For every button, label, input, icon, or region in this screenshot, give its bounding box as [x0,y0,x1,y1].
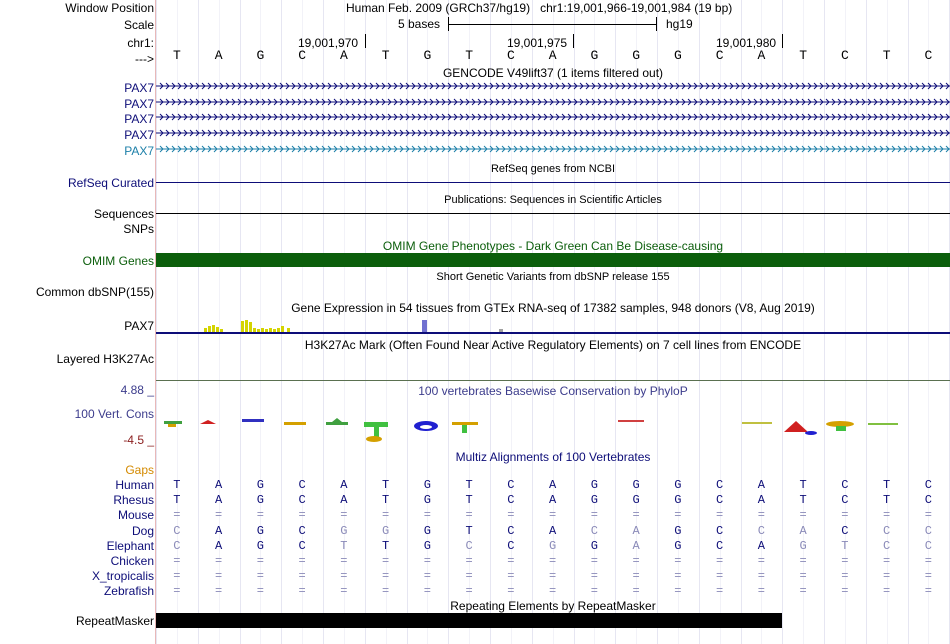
alignment-base: T [799,478,807,492]
publications-line [156,213,950,214]
alignment-base: = [716,569,724,584]
alignment-base: = [382,584,390,599]
reference-base: C [715,48,724,63]
alignment-base: = [256,569,264,584]
gtex-label[interactable]: PAX7 [124,319,154,333]
reference-base: A [757,48,766,63]
alignment-base: G [590,538,598,553]
alignment-base: A [340,478,348,492]
alignment-base: C [298,538,306,553]
dbsnp-title[interactable]: Short Genetic Variants from dbSNP release 155 [436,271,670,283]
gencode-item-label[interactable]: PAX7 [124,128,154,142]
alignment-base: = [256,554,264,568]
alignment-base: = [590,508,598,523]
alignment-base: C [465,538,473,553]
alignment-base: = [298,508,306,523]
tick-label: 19,001,970 [298,36,359,50]
alignment-base: = [507,508,515,523]
repeatmasker-label[interactable]: RepeatMasker [75,614,154,628]
species-label[interactable]: Mouse [117,508,154,523]
alignment-base: G [549,538,557,553]
gencode-title[interactable]: GENCODE V49lift37 (1 items filtered out) [442,66,664,80]
alignment-base: C [716,538,724,553]
alignment-base: C [716,478,724,492]
refseq-label[interactable]: RefSeq Curated [67,176,154,190]
alignment-base: = [674,508,682,523]
alignment-base: C [507,523,515,538]
alignment-base: = [549,554,557,568]
reference-base: T [799,48,808,63]
alignment-base: C [883,523,891,538]
alignment-base: = [674,569,682,584]
reference-base: C [506,48,515,63]
alignment-base: C [924,538,932,553]
alignment-base: A [215,523,223,538]
alignment-base: = [173,508,181,523]
refseq-line [156,182,950,183]
alignment-base: = [549,508,557,523]
alignment-base: A [215,493,223,508]
alignment-base: T [173,478,181,492]
alignment-base: T [382,478,390,492]
alignment-base: = [924,554,932,568]
alignment-base: = [423,554,431,568]
reference-base: A [339,48,348,63]
alignment-base: C [924,493,932,508]
alignment-base: G [256,493,264,508]
alignment-base: = [549,569,557,584]
alignment-base: = [924,508,932,523]
omim-bar[interactable] [156,253,950,267]
alignment-base: = [215,569,223,584]
repeatmasker-bar[interactable] [156,613,782,628]
alignment-base: G [799,538,807,553]
alignment-base: A [757,493,765,508]
alignment-base: = [716,554,724,568]
alignment-base: = [757,584,765,599]
alignment-base: = [799,508,807,523]
species-label[interactable]: Elephant [106,538,154,553]
alignment-base: = [716,508,724,523]
alignment-base: G [256,523,264,538]
alignment-base: = [423,584,431,599]
reference-base: G [590,48,599,63]
alignment-base: T [465,493,473,508]
alignment-base: C [924,478,932,492]
gencode-item-label[interactable]: PAX7 [124,144,154,158]
species-label[interactable]: Rhesus [113,493,154,508]
alignment-base: C [590,523,598,538]
alignment-base: T [883,493,891,508]
alignment-base: = [632,508,640,523]
window-position-label: Window Position [65,1,154,15]
alignment-base: G [340,523,348,538]
alignment-base: A [549,478,557,492]
alignment-base: C [173,523,181,538]
multiz-title[interactable]: Multiz Alignments of 100 Vertebrates [455,450,651,464]
reference-base: C [924,48,933,63]
alignment-base: A [215,478,223,492]
alignment-base: C [507,493,515,508]
alignment-base: A [799,523,807,538]
alignment-base: T [465,523,473,538]
alignment-base: A [549,493,557,508]
alignment-base: G [674,493,682,508]
gencode-item-label[interactable]: PAX7 [124,97,154,111]
alignment-base: = [632,584,640,599]
alignment-base: = [716,584,724,599]
alignment-base: G [256,478,264,492]
reference-base: G [423,48,432,63]
alignment-base: C [173,538,181,553]
alignment-base: = [674,584,682,599]
dbsnp-label[interactable]: Common dbSNP(155) [35,285,154,299]
alignment-base: = [340,569,348,584]
alignment-base: C [716,493,724,508]
scale-text: 5 bases [398,17,441,31]
snps-label[interactable]: SNPs [123,222,154,236]
alignment-base: G [423,523,431,538]
h3k27ac-line [156,380,950,381]
alignment-base: T [340,538,348,553]
reference-base: G [673,48,682,63]
gaps-label[interactable]: Gaps [125,463,154,477]
reference-base: T [172,48,181,63]
alignment-base: = [757,569,765,584]
alignment-base: G [590,493,598,508]
phylop-min: -4.5 _ [123,433,154,447]
alignment-base: = [799,569,807,584]
species-label[interactable]: Chicken [110,554,154,568]
phylop-title[interactable]: 100 vertebrates Basewise Conservation by PhyloP [418,384,688,398]
h3k27ac-title[interactable]: H3K27Ac Mark (Often Found Near Active Regulatory Elements) on 7 cell lines from ENCODE [304,338,802,352]
alignment-base: A [340,493,348,508]
alignment-base: = [423,508,431,523]
alignment-base: = [507,584,515,599]
alignment-base: = [799,554,807,568]
species-label[interactable]: Dog [131,523,154,538]
alignment-base: G [423,478,431,492]
alignment-base: C [298,523,306,538]
alignment-base: = [590,569,598,584]
scale-bar [448,24,656,25]
phylop-logo[interactable] [156,412,950,444]
alignment-base: = [841,554,849,568]
assembly-title: Human Feb. 2009 (GRCh37/hg19) chr1:19,001,966-19,001,984 (19 bp) [346,1,733,15]
alignment-base: = [215,554,223,568]
alignment-base: C [841,493,849,508]
alignment-base: A [215,538,223,553]
alignment-base: = [674,554,682,568]
alignment-base: T [841,538,849,553]
alignment-base: = [883,508,891,523]
alignment-base: = [215,584,223,599]
alignment-base: G [382,523,390,538]
tick-label: 19,001,980 [716,36,777,50]
alignment-base: = [841,508,849,523]
alignment-base: G [674,523,682,538]
alignment-base: = [883,554,891,568]
scale-db: hg19 [666,17,693,31]
alignment-base: = [757,554,765,568]
alignment-base: = [215,508,223,523]
scale-label: Scale [123,18,154,32]
alignment-base: = [256,584,264,599]
alignment-base: T [382,538,390,553]
alignment-base: G [256,538,264,553]
alignment-base: = [340,584,348,599]
alignment-base: = [298,584,306,599]
alignment-base: G [632,478,640,492]
alignment-base: = [632,569,640,584]
alignment-base: = [382,569,390,584]
alignment-base: = [173,554,181,568]
alignment-base: T [173,493,181,508]
reference-base: T [381,48,390,63]
alignment-base: = [173,569,181,584]
omim-title[interactable]: OMIM Gene Phenotypes - Dark Green Can Be Disease-causing [382,239,724,253]
alignment-base: A [632,538,640,553]
alignment-base: = [382,508,390,523]
alignment-base: = [632,554,640,568]
strand-label: ---> [135,52,154,66]
alignment-base: T [883,478,891,492]
species-label[interactable]: Zebrafish [103,584,154,599]
gtex-bars[interactable] [156,316,950,334]
alignment-base: T [465,478,473,492]
alignment-base: = [256,508,264,523]
h3k27ac-label[interactable]: Layered H3K27Ac [56,352,154,366]
species-label[interactable]: Human [115,478,154,492]
alignment-base: C [298,493,306,508]
gencode-item-label[interactable]: PAX7 [124,112,154,126]
alignment-base: C [841,478,849,492]
reference-base: C [840,48,849,63]
alignment-base: C [507,478,515,492]
alignment-base: G [632,493,640,508]
reference-base: T [882,48,891,63]
alignment-base: = [883,584,891,599]
tick-label: 19,001,975 [507,36,568,50]
alignment-base: = [382,554,390,568]
alignment-base: = [841,569,849,584]
alignment-base: = [465,554,473,568]
reference-base: G [632,48,641,63]
publications-title[interactable]: Publications: Sequences in Scientific Articles [444,194,662,206]
alignment-base: = [465,508,473,523]
alignment-base: = [340,554,348,568]
alignment-base: G [423,538,431,553]
alignment-base: C [507,538,515,553]
alignment-base: = [507,554,515,568]
alignment-base: C [716,523,724,538]
alignment-base: = [465,569,473,584]
alignment-base: = [340,508,348,523]
alignment-base: G [423,493,431,508]
alignment-base: C [841,523,849,538]
alignment-base: G [674,538,682,553]
alignment-base: = [841,584,849,599]
alignment-base: A [549,523,557,538]
publications-label[interactable]: Sequences [93,207,154,221]
alignment-base: C [298,478,306,492]
alignment-base: = [423,569,431,584]
gtex-title[interactable]: Gene Expression in 54 tissues from GTEx RNA-seq of 17382 samples, 948 donors (V8, Aug 2019) [291,301,815,315]
refseq-title[interactable]: RefSeq genes from NCBI [490,163,616,175]
gencode-features[interactable] [156,80,950,158]
alignment-base: = [298,569,306,584]
alignment-base: = [549,584,557,599]
alignment-base: = [590,584,598,599]
reference-base: A [214,48,223,63]
reference-base: A [548,48,557,63]
alignment-base: = [173,584,181,599]
phylop-label[interactable]: 100 Vert. Cons [74,407,154,421]
reference-base: T [465,48,474,63]
alignment-base: = [883,569,891,584]
alignment-base: A [757,478,765,492]
alignment-base: = [590,554,598,568]
alignment-base: A [632,523,640,538]
phylop-max: 4.88 _ [120,383,154,397]
alignment-base: T [799,493,807,508]
alignment-base: A [757,538,765,553]
reference-base: G [256,48,265,63]
alignment-base: = [465,584,473,599]
alignment-base: = [757,508,765,523]
gencode-item-label[interactable]: PAX7 [124,81,154,95]
chrom-label: chr1: [127,36,154,50]
species-label[interactable]: X_tropicalis [91,569,154,584]
alignment-base: = [924,584,932,599]
alignment-base: C [757,523,765,538]
reference-base: C [298,48,307,63]
alignment-base: C [924,523,932,538]
alignment-base: = [799,584,807,599]
alignment-base: G [590,478,598,492]
omim-label[interactable]: OMIM Genes [82,254,154,268]
alignment-base: G [674,478,682,492]
alignment-base: = [924,569,932,584]
alignment-base: = [507,569,515,584]
alignment-base: C [883,538,891,553]
alignment-base: T [382,493,390,508]
alignment-base: = [298,554,306,568]
repeatmasker-title[interactable]: Repeating Elements by RepeatMasker [450,599,656,613]
